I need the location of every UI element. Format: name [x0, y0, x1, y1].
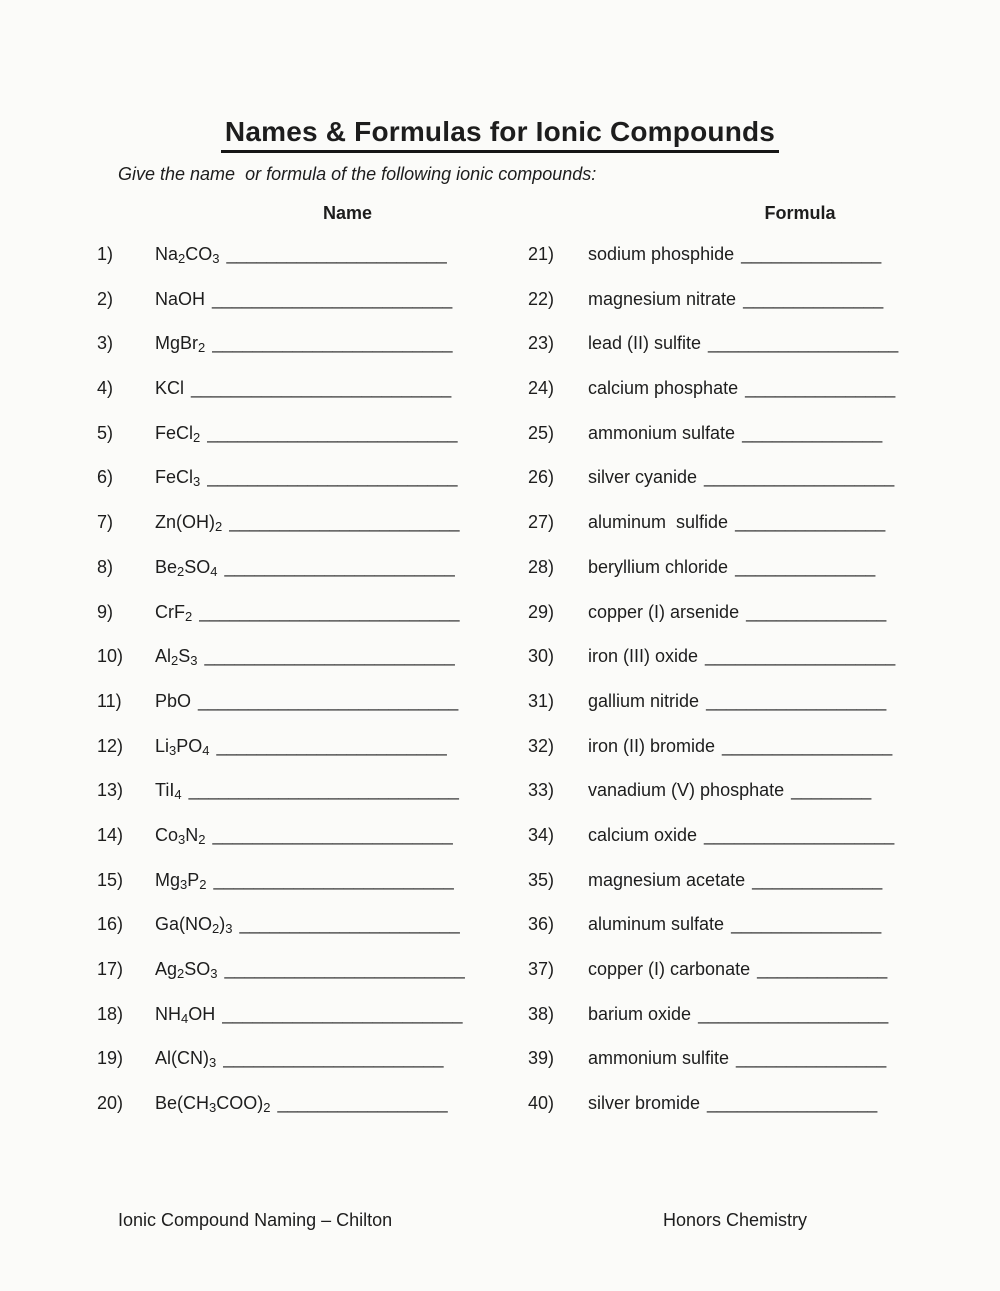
answer-blank: ___________________ — [698, 1003, 889, 1024]
answer-blank: ______________ — [743, 288, 884, 309]
item-number: 8) — [97, 556, 114, 577]
compound-formula: PbO — [155, 690, 192, 711]
answer-blank: _________________ — [707, 1093, 878, 1114]
item-number: 20) — [97, 1093, 124, 1114]
worksheet-item — [528, 244, 968, 289]
worksheet-item — [97, 691, 522, 736]
item-number: 27) — [528, 512, 555, 533]
item-number: 5) — [97, 422, 114, 443]
answer-blank: __________________________ — [191, 378, 452, 399]
worksheet-item — [528, 1048, 968, 1093]
worksheet-item — [97, 1048, 522, 1093]
answer-blank: ______________ — [746, 601, 887, 622]
item-number: 9) — [97, 601, 114, 622]
compound-formula: $Na_2CO_3$ — [155, 244, 220, 266]
answer-blank: _______________ — [731, 914, 882, 935]
answer-blank: ________________________ — [222, 1003, 463, 1024]
item-number: 3) — [97, 333, 114, 354]
worksheet-item — [97, 512, 522, 557]
item-number: 29) — [528, 601, 555, 622]
answer-blank: ________ — [791, 780, 872, 801]
item-number: 30) — [528, 646, 555, 667]
compound-formula: KCl — [155, 378, 185, 399]
page-title-text: Names & Formulas for Ionic Compounds — [221, 116, 779, 153]
compound-formula: $Be_2SO_4$ — [155, 556, 218, 579]
worksheet-item — [97, 289, 522, 334]
compound-formula: FeCl$_3$ — [155, 467, 201, 490]
compound-formula: $Al(CN)_3$ — [155, 1048, 217, 1071]
compound-name: beryllium chloride — [588, 556, 729, 577]
item-number: 23) — [528, 333, 555, 354]
footer-course-label: Honors Chemistry — [663, 1210, 808, 1230]
item-number: 11) — [97, 690, 122, 711]
compound-name: iron (II) bromide — [588, 735, 716, 756]
worksheet-item — [528, 780, 968, 825]
item-number: 14) — [97, 824, 124, 845]
footer-worksheet-label: Ionic Compound Naming – Chilton — [118, 1210, 393, 1230]
compound-formula: $Mg_3P_2$ — [155, 869, 207, 892]
answer-blank: _________________________ — [207, 467, 458, 488]
answer-blank: __________________________ — [198, 690, 459, 711]
compound-name: calcium phosphate — [588, 378, 739, 399]
answer-blank: ________________________ — [212, 288, 453, 309]
page-title — [0, 116, 1000, 153]
compound-formula: CrF$_2$ — [155, 601, 193, 624]
item-number: 26) — [528, 467, 555, 488]
answer-blank: ___________________ — [708, 333, 899, 354]
answer-blank: ______________ — [742, 422, 883, 443]
item-number: 17) — [97, 959, 124, 979]
worksheet-item — [528, 646, 968, 691]
item-number: 21) — [528, 244, 555, 264]
worksheet-item — [528, 825, 968, 870]
compound-formula: $Al_2S_3$ — [155, 646, 198, 669]
item-number: 6) — [97, 467, 114, 488]
compound-name: barium oxide — [588, 1003, 692, 1024]
item-number: 13) — [97, 780, 124, 801]
compound-formula: $Ag_2SO_3$ — [155, 959, 218, 981]
worksheet-item — [528, 1004, 968, 1049]
item-number: 33) — [528, 780, 555, 801]
formula-column-header: Formula — [764, 203, 836, 223]
answer-blank: ________________________ — [224, 959, 465, 979]
answer-blank: _______________ — [735, 512, 886, 533]
compound-formula: MgBr$_2$ — [155, 333, 206, 356]
item-number: 10) — [97, 646, 124, 667]
item-number: 16) — [97, 914, 124, 935]
worksheet-item — [97, 736, 522, 781]
worksheet-item — [97, 602, 522, 647]
worksheet-item — [97, 646, 522, 691]
worksheet-item — [528, 870, 968, 915]
worksheet-item — [528, 691, 968, 736]
worksheet-item — [528, 602, 968, 647]
answer-blank: ________________________ — [213, 869, 454, 890]
worksheet-item — [528, 333, 968, 378]
worksheet-item — [528, 512, 968, 557]
answer-blank: _______________________ — [229, 512, 460, 533]
item-number: 1) — [97, 244, 114, 264]
item-number: 31) — [528, 690, 555, 711]
compound-formula: FeCl$_2$ — [155, 422, 201, 445]
item-number: 25) — [528, 422, 555, 443]
worksheet-item — [97, 1093, 522, 1138]
item-number: 39) — [528, 1048, 555, 1069]
item-number: 24) — [528, 378, 555, 399]
formula-to-name-list — [97, 244, 522, 1138]
compound-name: sodium phosphide — [588, 244, 735, 264]
worksheet-item — [528, 557, 968, 602]
compound-name: lead (II) sulfite — [588, 333, 702, 354]
answer-blank: ______________ — [741, 244, 882, 264]
name-to-formula-list — [528, 244, 968, 1138]
worksheet-item — [97, 959, 522, 1004]
answer-blank: ___________________ — [705, 646, 896, 667]
worksheet-item — [528, 378, 968, 423]
worksheet-item — [97, 825, 522, 870]
compound-name: gallium nitride — [588, 690, 700, 711]
compound-formula: TiI$_4$ — [155, 780, 182, 803]
compound-name: aluminum sulfide — [588, 512, 729, 533]
worksheet-item — [528, 289, 968, 334]
item-number: 15) — [97, 869, 124, 890]
compound-formula: NaOH — [155, 288, 206, 309]
instruction-text: Give the name or formula of the following ionic compounds: — [118, 164, 597, 184]
item-number: 36) — [528, 914, 555, 935]
item-number: 38) — [528, 1003, 555, 1024]
worksheet-item — [97, 244, 522, 289]
compound-name: silver bromide — [588, 1093, 701, 1114]
answer-blank: ___________________ — [704, 467, 895, 488]
answer-blank: ______________________ — [239, 914, 460, 935]
answer-blank: ________________________ — [212, 333, 453, 354]
compound-name: iron (III) oxide — [588, 646, 699, 667]
compound-name: ammonium sulfate — [588, 422, 736, 443]
worksheet-item — [528, 959, 968, 1004]
item-number: 4) — [97, 378, 114, 399]
compound-name: calcium oxide — [588, 824, 698, 845]
answer-blank: _____________ — [752, 869, 883, 890]
answer-blank: _____________ — [757, 959, 888, 979]
answer-blank: ______________________ — [226, 244, 447, 264]
compound-name: copper (I) carbonate — [588, 959, 751, 979]
item-number: 18) — [97, 1003, 124, 1024]
answer-blank: _________________________ — [204, 646, 455, 667]
worksheet-item — [528, 914, 968, 959]
item-number: 7) — [97, 512, 114, 533]
compound-formula: $Zn(OH)_2$ — [155, 512, 223, 535]
item-number: 32) — [528, 735, 555, 756]
worksheet-item — [97, 1004, 522, 1049]
compound-formula: $Co_3N_2$ — [155, 824, 206, 847]
item-number: 2) — [97, 288, 114, 309]
item-number: 28) — [528, 556, 555, 577]
answer-blank: _________________ — [722, 735, 893, 756]
worksheet-item — [528, 736, 968, 781]
compound-formula: $Be(CH_3COO)_2$ — [155, 1093, 271, 1116]
answer-blank: _______________________ — [224, 556, 455, 577]
answer-blank: ___________________________ — [188, 780, 459, 801]
answer-blank: _________________________ — [207, 422, 458, 443]
answer-blank: ______________________ — [223, 1048, 444, 1069]
name-column-header: Name — [322, 203, 373, 223]
compound-name: vanadium (V) phosphate — [588, 780, 785, 801]
worksheet-item — [528, 423, 968, 468]
answer-blank: _______________ — [736, 1048, 887, 1069]
compound-formula: $Ga(NO_2)_3$ — [155, 914, 233, 937]
worksheet-item — [528, 467, 968, 512]
compound-name: magnesium nitrate — [588, 288, 737, 309]
worksheet-item — [528, 1093, 968, 1138]
item-number: 22) — [528, 288, 555, 309]
answer-blank: __________________________ — [199, 601, 460, 622]
item-number: 40) — [528, 1093, 555, 1114]
compound-name: magnesium acetate — [588, 869, 746, 890]
worksheet-item — [97, 467, 522, 512]
worksheet-item — [97, 378, 522, 423]
compound-formula: $Li_3PO_4$ — [155, 735, 210, 758]
worksheet-item — [97, 423, 522, 468]
answer-blank: _______________________ — [216, 735, 447, 756]
compound-name: copper (I) arsenide — [588, 601, 740, 622]
compound-name: ammonium sulfite — [588, 1048, 730, 1069]
worksheet-item — [97, 870, 522, 915]
worksheet-item — [97, 780, 522, 825]
answer-blank: _________________ — [277, 1093, 448, 1114]
answer-blank: ______________ — [735, 556, 876, 577]
compound-name: aluminum sulfate — [588, 914, 725, 935]
item-number: 37) — [528, 959, 555, 979]
worksheet-item — [97, 557, 522, 602]
worksheet-item — [97, 914, 522, 959]
answer-blank: ________________________ — [212, 824, 453, 845]
answer-blank: ___________________ — [704, 824, 895, 845]
answer-blank: _______________ — [745, 378, 896, 399]
item-number: 34) — [528, 824, 555, 845]
item-number: 12) — [97, 735, 124, 756]
item-number: 19) — [97, 1048, 124, 1069]
compound-name: silver cyanide — [588, 467, 698, 488]
answer-blank: __________________ — [706, 690, 887, 711]
worksheet-item — [97, 333, 522, 378]
item-number: 35) — [528, 869, 555, 890]
compound-formula: $NH_4OH$ — [155, 1003, 216, 1026]
